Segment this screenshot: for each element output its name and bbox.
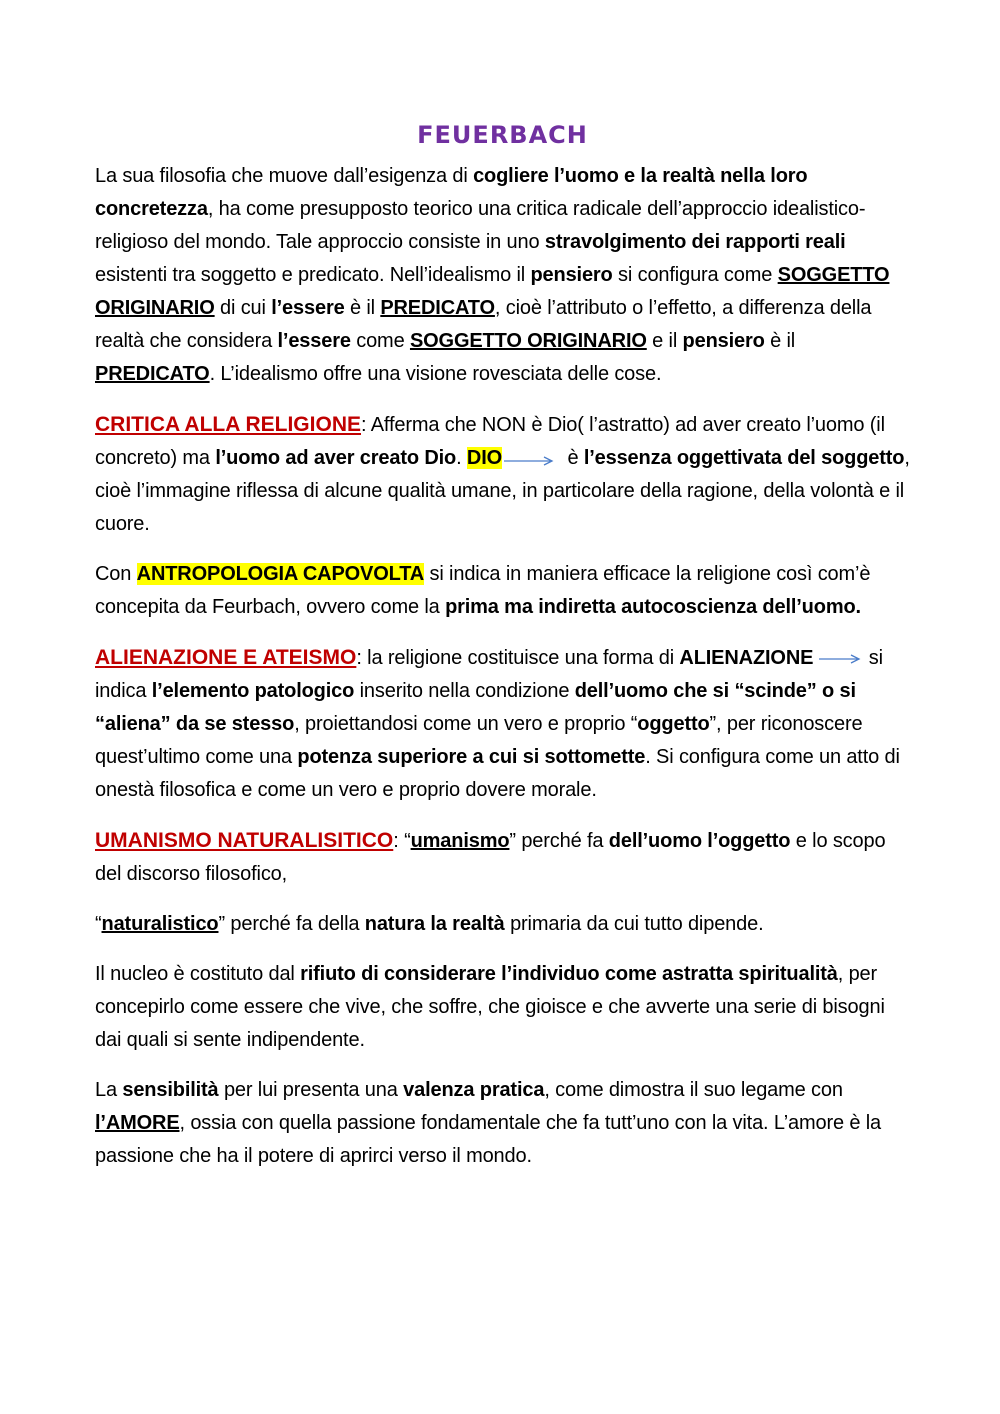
document-page xyxy=(95,118,910,1190)
paragraph-umanismo: UMANISMO NATURALISITICO: “umanismo” perché fa dell’uomo l’oggetto e lo scopo del discorso filosofico, xyxy=(95,829,886,885)
arrow-right-icon xyxy=(502,452,562,466)
paragraph-naturalistico: “naturalistico” perché fa della natura la realtà primaria da cui tutto dipende. xyxy=(95,913,764,935)
paragraph-antropologia: Con ANTROPOLOGIA CAPOVOLTA si indica in maniera efficace la religione così com’è concepita da Feurbach, ovvero come la prima ma indiretta autocoscienza dell’uomo. xyxy=(95,563,871,618)
paragraph-critica-religione: CRITICA ALLA RELIGIONE: Afferma che NON è Dio( l’astratto) ad aver creato l’uomo (il concreto) ma l’uomo ad aver creato Dio. DIO è l’essenza oggettivata del soggetto, cioè l’immagine riflessa di alcune qualità umane, in particolare della ragione, della volontà e il cuore. xyxy=(95,413,910,535)
paragraph-alienazione: ALIENAZIONE E ATEISMO: la religione costituisce una forma di ALIENAZIONE si indica l’elemento patologico inserito nella condizione dell’uomo che si “scinde” o si “aliena” da se stesso, proiettandosi come un vero e proprio “oggetto”, per riconoscere quest’ultimo come una potenza superiore a cui si sottomette. Si configura come un atto di onestà filosofica e come un vero e proprio dovere morale. xyxy=(95,646,900,801)
section-heading: UMANISMO NATURALISITICO xyxy=(95,829,394,852)
paragraph-sensibilita: La sensibilità per lui presenta una valenza pratica, come dimostra il suo legame con l’AMORE, ossia con quella passione fondamentale che fa tutt’uno con la vita. L’amore è la passione che ha il potere di aprirci verso il mondo. xyxy=(95,1079,882,1167)
paragraph-nucleo: Il nucleo è costituto dal rifiuto di considerare l’individuo come astratta spiritualità, per concepirlo come essere che vive, che soffre, che gioisce e che avverte una serie di bisogni dai quali si sente indipendente. xyxy=(95,963,885,1051)
page-title: FEUERBACH xyxy=(417,121,588,149)
section-heading: ALIENAZIONE E ATEISMO xyxy=(95,646,357,669)
paragraph-intro: La sua filosofia che muove dall’esigenza di cogliere l’uomo e la realtà nella loro concretezza, ha come presupposto teorico una critica radicale dell’approccio idealistico-religioso del mondo. Tale approccio consiste in uno stravolgimento dei rapporti reali esistenti tra soggetto e predicato. Nell’idealismo il pensiero si configura come SOGGETTO ORIGINARIO di cui l’essere è il PREDICATO, cioè l’attributo o l’effetto, a differenza della realtà che considera l’essere come SOGGETTO ORIGINARIO e il pensiero è il PREDICATO. L’idealismo offre una visione rovesciata delle cose. xyxy=(95,165,890,385)
section-heading: CRITICA ALLA RELIGIONE xyxy=(95,413,361,436)
arrow-right-icon xyxy=(813,652,863,666)
